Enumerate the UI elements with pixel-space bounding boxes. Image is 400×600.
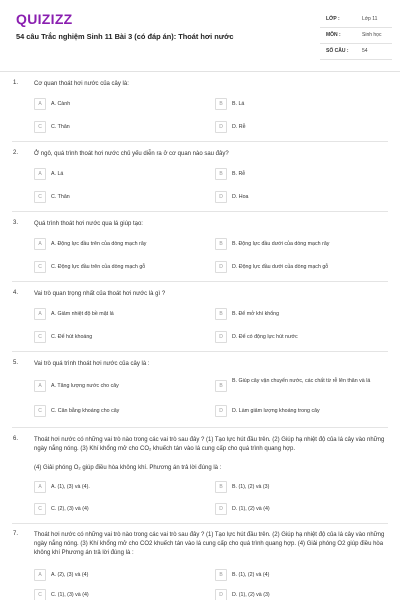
option-letter-badge: B bbox=[215, 569, 227, 581]
option-text: C. Cân bằng khoáng cho cây bbox=[51, 408, 120, 414]
option-text: A. Giảm nhiệt độ bề mặt lá bbox=[51, 311, 114, 317]
option-text: D. Động lực đầu dưới của dòng mạch gỗ bbox=[232, 264, 329, 270]
option-letter-badge: D bbox=[215, 589, 227, 600]
question-divider bbox=[12, 281, 388, 282]
option-text: A. Động lực đầu trên của dòng mạch rây bbox=[51, 241, 147, 247]
question-text: Thoát hơi nước có những vai trò nào trong các vai trò sau đây ? (1) Tạo lực hút đầu trên. (2) Giúp hạ nhiệt độ của lá cây vào những ngày nắng nóng. (3) Khí khổng mở cho CO2 khuếch tán vào lá cung cấp cho quá trình quang hợp. (4) Giải phóng O2 giúp điều hòa không khí Phương án trả lời đúng là : bbox=[34, 532, 385, 556]
option-letter-badge: A bbox=[34, 569, 46, 581]
page-header bbox=[0, 0, 400, 72]
info-label: MÔN : bbox=[326, 32, 341, 38]
option-a[interactable] bbox=[34, 308, 204, 321]
option-text: D. Để có động lực hút nước bbox=[232, 334, 298, 340]
option-letter-badge: C bbox=[34, 405, 46, 417]
question-divider bbox=[12, 427, 388, 428]
option-text: B. (1), (2) và (3) bbox=[232, 484, 270, 490]
info-row-class bbox=[320, 12, 392, 28]
option-text: C. (2), (3) và (4) bbox=[51, 506, 89, 512]
option-b[interactable] bbox=[215, 481, 390, 494]
option-text: C. Thân bbox=[51, 194, 70, 200]
question-number: 1. bbox=[13, 80, 19, 86]
option-b[interactable] bbox=[215, 168, 390, 181]
option-a[interactable] bbox=[34, 238, 204, 251]
question-text: Vai trò quá trình thoát hơi nước của cây là : bbox=[34, 361, 150, 367]
question-divider bbox=[12, 211, 388, 212]
question-number: 2. bbox=[13, 150, 19, 156]
option-text: B. Giúp cây vận chuyển nước, các chất từ rễ lên thân và lá bbox=[232, 378, 371, 384]
option-d[interactable] bbox=[215, 261, 390, 274]
option-text: A. Cành bbox=[51, 101, 71, 107]
option-a[interactable] bbox=[34, 380, 204, 393]
option-letter-badge: A bbox=[34, 238, 46, 250]
info-label: SỐ CÂU : bbox=[326, 48, 349, 54]
option-b[interactable] bbox=[215, 378, 390, 391]
option-c[interactable] bbox=[34, 121, 204, 134]
option-text: B. Để mở khí khổng bbox=[232, 311, 280, 317]
option-text: C. Thân bbox=[51, 124, 70, 130]
option-letter-badge: D bbox=[215, 261, 227, 273]
option-d[interactable] bbox=[215, 121, 390, 134]
option-b[interactable] bbox=[215, 98, 390, 111]
option-letter-badge: D bbox=[215, 331, 227, 343]
option-letter-badge: A bbox=[34, 168, 46, 180]
option-b[interactable] bbox=[215, 308, 390, 321]
option-text: B. Động lực đầu dưới của dòng mạch rây bbox=[232, 241, 330, 247]
option-text: D. Hoa bbox=[232, 194, 249, 200]
option-text: A. (2), (3) và (4) bbox=[51, 572, 89, 578]
option-letter-badge: B bbox=[215, 98, 227, 110]
option-text: A. Tăng lượng nước cho cây bbox=[51, 383, 119, 389]
option-a[interactable] bbox=[34, 481, 204, 494]
info-box bbox=[320, 12, 392, 60]
info-value: Lớp 11 bbox=[362, 16, 378, 22]
question-text: Cơ quan thoát hơi nước của cây là: bbox=[34, 81, 129, 87]
option-letter-badge: A bbox=[34, 380, 46, 392]
option-letter-badge: C bbox=[34, 261, 46, 273]
question-number: 7. bbox=[13, 531, 19, 537]
info-row-count bbox=[320, 44, 392, 60]
question-number: 3. bbox=[13, 220, 19, 226]
option-letter-badge: A bbox=[34, 308, 46, 320]
question-divider bbox=[12, 523, 388, 524]
option-d[interactable] bbox=[215, 331, 390, 344]
option-text: B. Lá bbox=[232, 101, 245, 107]
option-letter-badge: C bbox=[34, 503, 46, 515]
option-a[interactable] bbox=[34, 168, 204, 181]
option-a[interactable] bbox=[34, 569, 204, 582]
option-b[interactable] bbox=[215, 569, 390, 582]
question-divider bbox=[12, 141, 388, 142]
option-a[interactable] bbox=[34, 98, 204, 111]
option-text: C. Động lực đầu trên của dòng mạch gỗ bbox=[51, 264, 146, 270]
option-d[interactable] bbox=[215, 405, 390, 418]
question-number: 5. bbox=[13, 360, 19, 366]
question-text: Ở ngô, quá trình thoát hơi nước chủ yếu diễn ra ở cơ quan nào sau đây? bbox=[34, 151, 229, 157]
info-value: Sinh học bbox=[362, 32, 382, 38]
option-c[interactable] bbox=[34, 261, 204, 274]
option-text: A. (1), (3) và (4). bbox=[51, 484, 90, 490]
question-number: 4. bbox=[13, 290, 19, 296]
option-c[interactable] bbox=[34, 589, 204, 600]
option-letter-badge: D bbox=[215, 503, 227, 515]
info-label: LỚP : bbox=[326, 16, 340, 22]
document-title: 54 câu Trắc nghiệm Sinh 11 Bài 3 (có đáp án): Thoát hơi nước bbox=[16, 32, 234, 41]
option-letter-badge: C bbox=[34, 331, 46, 343]
option-text: D. (1), (2) và (3) bbox=[232, 592, 270, 598]
option-letter-badge: C bbox=[34, 589, 46, 600]
option-letter-badge: A bbox=[34, 98, 46, 110]
option-text: C. Để hút khoáng bbox=[51, 334, 93, 340]
option-text: B. Rễ bbox=[232, 171, 246, 177]
option-letter-badge: B bbox=[215, 481, 227, 493]
option-letter-badge: B bbox=[215, 380, 227, 392]
question-text: Thoát hơi nước có những vai trò nào trong các vai trò sau đây ? (1) Tạo lực hút đầu trên. (2) Giúp hạ nhiệt độ của lá cây vào những ngày nắng nóng. (3) Khí khổng mở cho CO₂ khuếch tán vào lá cung cấp cho quá trình quang hợp. bbox=[34, 437, 385, 452]
option-d[interactable] bbox=[215, 503, 390, 516]
option-text: C. (1), (3) và (4) bbox=[51, 592, 89, 598]
question-text-continued: (4) Giải phóng O₂ giúp điều hòa không khí. Phương án trả lời đúng là : bbox=[34, 465, 222, 471]
option-letter-badge: B bbox=[215, 168, 227, 180]
question-text: Quá trình thoát hơi nước qua lá giúp tạo: bbox=[34, 221, 143, 227]
option-c[interactable] bbox=[34, 405, 204, 418]
option-letter-badge: A bbox=[34, 481, 46, 493]
quizizz-logo[interactable]: QUIZIZZ bbox=[16, 11, 73, 27]
option-d[interactable] bbox=[215, 191, 390, 204]
option-text: D. Rễ bbox=[232, 124, 246, 130]
option-letter-badge: B bbox=[215, 238, 227, 250]
option-letter-badge: D bbox=[215, 121, 227, 133]
option-text: A. Lá bbox=[51, 171, 64, 177]
info-value: 54 bbox=[362, 48, 368, 54]
info-row-subject bbox=[320, 28, 392, 44]
option-letter-badge: B bbox=[215, 308, 227, 320]
option-d[interactable] bbox=[215, 589, 390, 600]
question-number: 6. bbox=[13, 436, 19, 442]
option-letter-badge: D bbox=[215, 405, 227, 417]
option-text: B. (1), (2) và (4) bbox=[232, 572, 270, 578]
question-divider bbox=[12, 351, 388, 352]
option-c[interactable] bbox=[34, 503, 204, 516]
option-c[interactable] bbox=[34, 191, 204, 204]
question-text: Vai trò quan trọng nhất của thoát hơi nước là gì ? bbox=[34, 291, 166, 297]
option-b[interactable] bbox=[215, 238, 390, 251]
option-c[interactable] bbox=[34, 331, 204, 344]
option-text: D. (1), (2) và (4) bbox=[232, 506, 270, 512]
option-letter-badge: D bbox=[215, 191, 227, 203]
option-letter-badge: C bbox=[34, 121, 46, 133]
option-text: D. Làm giảm lượng khoáng trong cây bbox=[232, 408, 320, 414]
option-letter-badge: C bbox=[34, 191, 46, 203]
